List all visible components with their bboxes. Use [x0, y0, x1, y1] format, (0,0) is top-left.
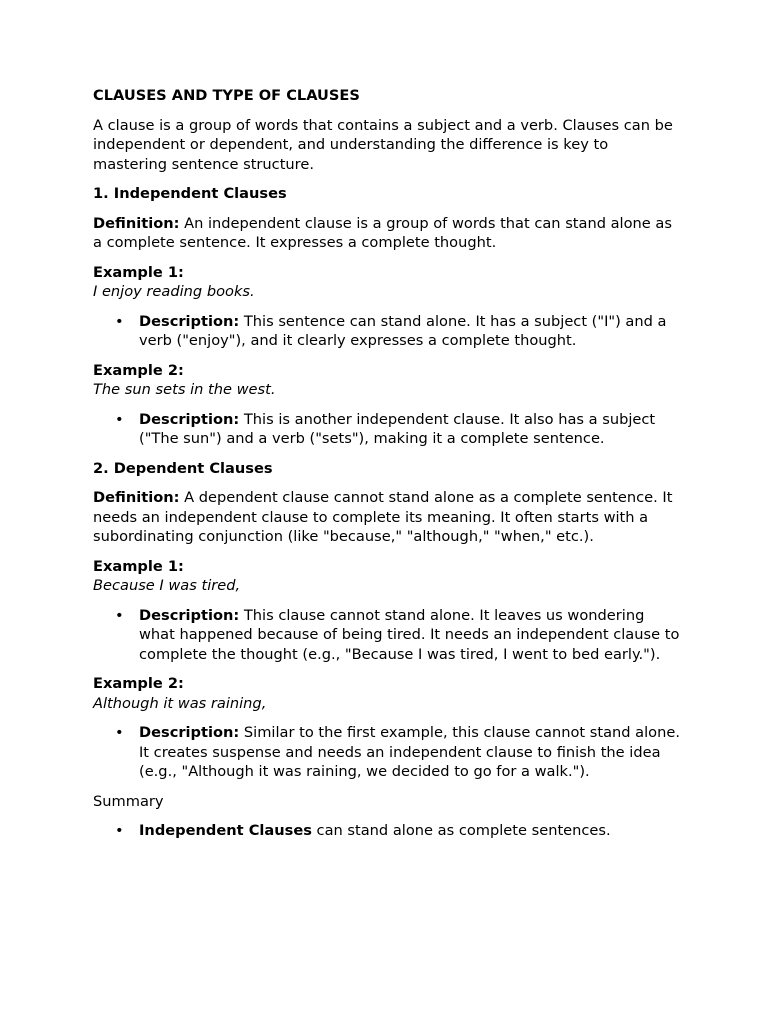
description-list: [93, 606, 683, 665]
section-heading: 1. Independent Clauses: [93, 185, 287, 202]
example-text: Because I was tired,: [93, 577, 241, 594]
list-item: [115, 821, 683, 841]
example-label: Example 2:: [93, 361, 184, 379]
definition-label: Definition:: [93, 489, 180, 506]
description-text: This sentence can stand alone. It has a subject ("I") and a verb ("enjoy"), and it clearly expresses a complete thought.: [139, 312, 667, 349]
list-item: [115, 723, 683, 782]
bullet-icon: •: [115, 410, 124, 428]
description-list: [93, 723, 683, 782]
list-item: [115, 410, 683, 449]
bullet-icon: •: [115, 606, 124, 624]
description-text: Similar to the first example, this clause cannot stand alone. It creates suspense and needs an independent clause to finish the idea (e.g., "Although it was raining, we decided to go for a walk.").: [139, 724, 680, 780]
document-page: [93, 86, 683, 851]
definition-text: A dependent clause cannot stand alone as a complete sentence. It needs an independent clause to complete its meaning. It often starts with a subordinating conjunction (like "because," "although," "when," etc.).: [93, 489, 673, 545]
summary-list: [93, 821, 683, 841]
example-label: Example 2:: [93, 675, 184, 692]
list-item: [115, 312, 683, 351]
description-label: Description:: [139, 410, 240, 428]
section-dependent-clauses: [93, 459, 683, 782]
summary-heading: Summary: [93, 792, 164, 810]
example-label: Example 1:: [93, 557, 184, 575]
example-text: I enjoy reading books.: [93, 283, 255, 300]
bullet-icon: •: [115, 724, 124, 741]
description-label: Description:: [139, 724, 240, 741]
bullet-icon: •: [115, 822, 124, 839]
document-title: CLAUSES AND TYPE OF CLAUSES: [93, 87, 360, 104]
example-block: [93, 263, 683, 302]
example-block: [93, 674, 683, 713]
definition-text: An independent clause is a group of words that can stand alone as a complete sentence. It expresses a complete thought.: [93, 214, 672, 251]
intro-paragraph: A clause is a group of words that contains a subject and a verb. Clauses can be independent or dependent, and understanding the difference is key to mastering sentence structure.: [93, 116, 673, 173]
example-text: The sun sets in the west.: [93, 381, 276, 398]
summary-item-bold: Independent Clauses: [139, 822, 312, 839]
example-label: Example 1:: [93, 263, 184, 281]
description-label: Description:: [139, 606, 240, 624]
list-item: [115, 606, 683, 665]
description-list: [93, 410, 683, 449]
section-heading: 2. Dependent Clauses: [93, 459, 273, 477]
definition-label: Definition:: [93, 214, 180, 232]
bullet-icon: •: [115, 312, 124, 330]
description-label: Description:: [139, 312, 240, 330]
summary-section: [93, 792, 683, 841]
definition-paragraph: [93, 488, 683, 547]
description-text: This clause cannot stand alone. It leaves us wondering what happened because of being tired. It needs an independent clause to complete the thought (e.g., "Because I was tired, I went to bed early.").: [139, 606, 680, 663]
example-text: Although it was raining,: [93, 694, 267, 712]
example-block: [93, 557, 683, 596]
summary-item-text: can stand alone as complete sentences.: [311, 822, 611, 839]
description-list: [93, 312, 683, 351]
description-text: This is another independent clause. It also has a subject ("The sun") and a verb ("sets"), making it a complete sentence.: [139, 410, 656, 447]
definition-paragraph: [93, 214, 683, 253]
example-block: [93, 361, 683, 400]
section-independent-clauses: [93, 184, 683, 449]
